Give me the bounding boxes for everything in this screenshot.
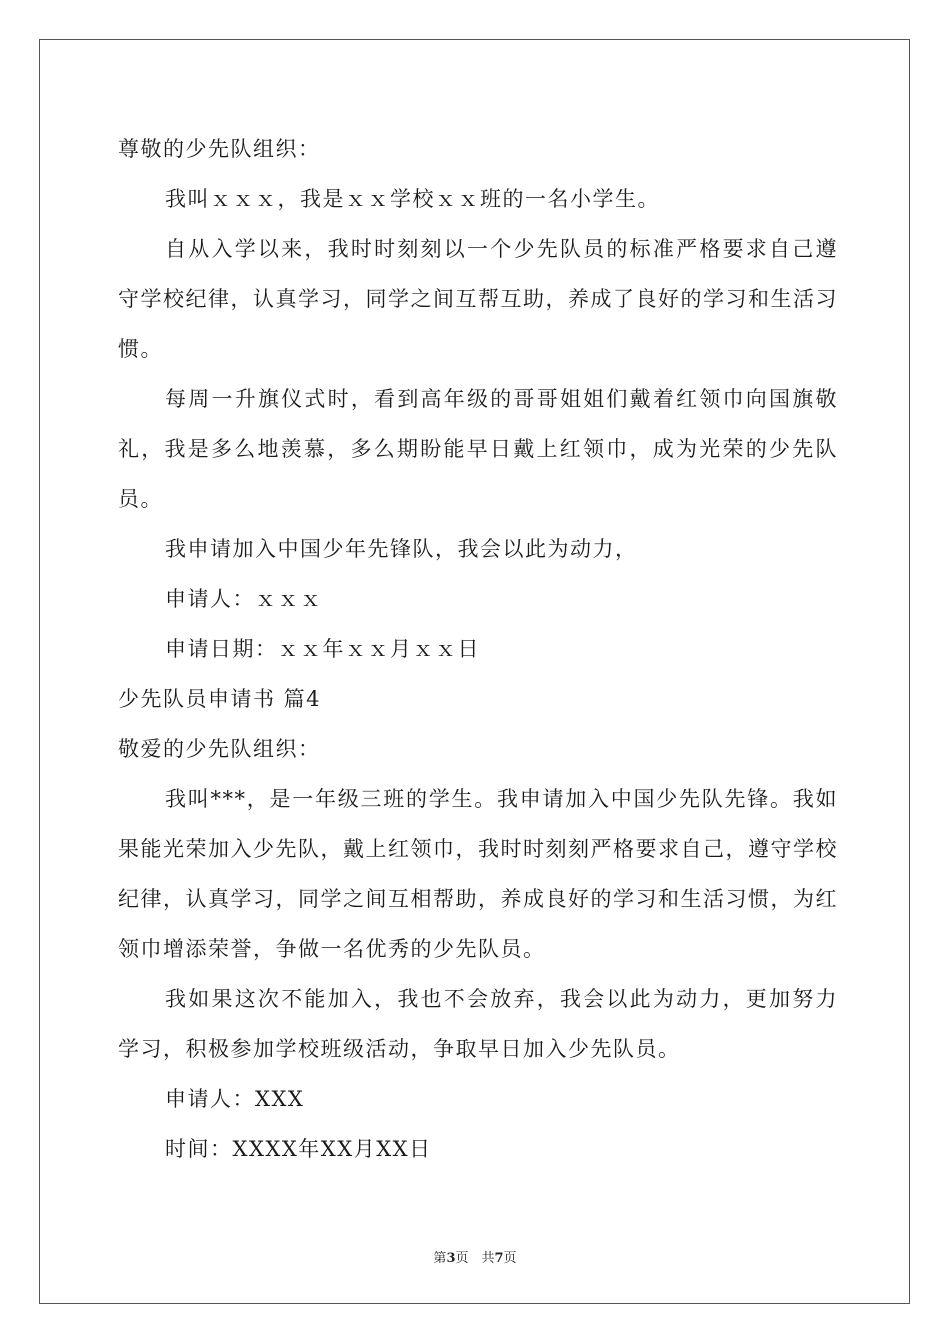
date-line: 时间：XXXX年XX月XX日 <box>165 1137 432 1161</box>
page-prefix: 第 <box>433 1251 447 1266</box>
paragraph: 我叫ｘｘｘ，我是ｘｘ学校ｘｘ班的一名小学生。 <box>165 187 660 211</box>
salutation: 尊敬的少先队组织： <box>118 137 321 161</box>
paragraph: 我如果这次不能加入，我也不会放弃，我会以此为动力，更加努力学习，积极参加学校班级活动，争取早日加入少先队员。 <box>118 987 838 1061</box>
salutation: 敬爱的少先队组织： <box>118 737 321 761</box>
page-current: 3 <box>446 1251 456 1266</box>
page-total: 7 <box>494 1251 504 1266</box>
page-mid: 页 共 <box>455 1251 495 1266</box>
paragraph: 每周一升旗仪式时，看到高年级的哥哥姐姐们戴着红领巾向国旗敬礼，我是多么地羡慕，多么期盼能早日戴上红领巾，成为光荣的少先队员。 <box>118 387 838 511</box>
section-title: 少先队员申请书 篇4 <box>118 687 322 711</box>
applicant-line: 申请人：XXX <box>165 1087 305 1111</box>
paragraph: 自从入学以来，我时时刻刻以一个少先队员的标准严格要求自己遵守学校纪律，认真学习，同学之间互帮互助，养成了良好的学习和生活习惯。 <box>118 237 838 361</box>
page-number-footer <box>0 1247 950 1266</box>
paragraph: 我叫***，是一年级三班的学生。我申请加入中国少先队先锋。我如果能光荣加入少先队，戴上红领巾，我时时刻刻严格要求自己，遵守学校纪律，认真学习，同学之间互相帮助，养成良好的学习和生活习惯，为红领巾增添荣誉，争做一名优秀的少先队员。 <box>118 787 838 961</box>
date-line: 申请日期：ｘｘ年ｘｘ月ｘｘ日 <box>165 637 480 661</box>
applicant-line: 申请人：ｘｘｘ <box>165 587 323 611</box>
page-suffix: 页 <box>503 1251 517 1266</box>
document-body <box>118 124 838 1174</box>
paragraph: 我申请加入中国少年先锋队，我会以此为动力， <box>165 537 638 561</box>
